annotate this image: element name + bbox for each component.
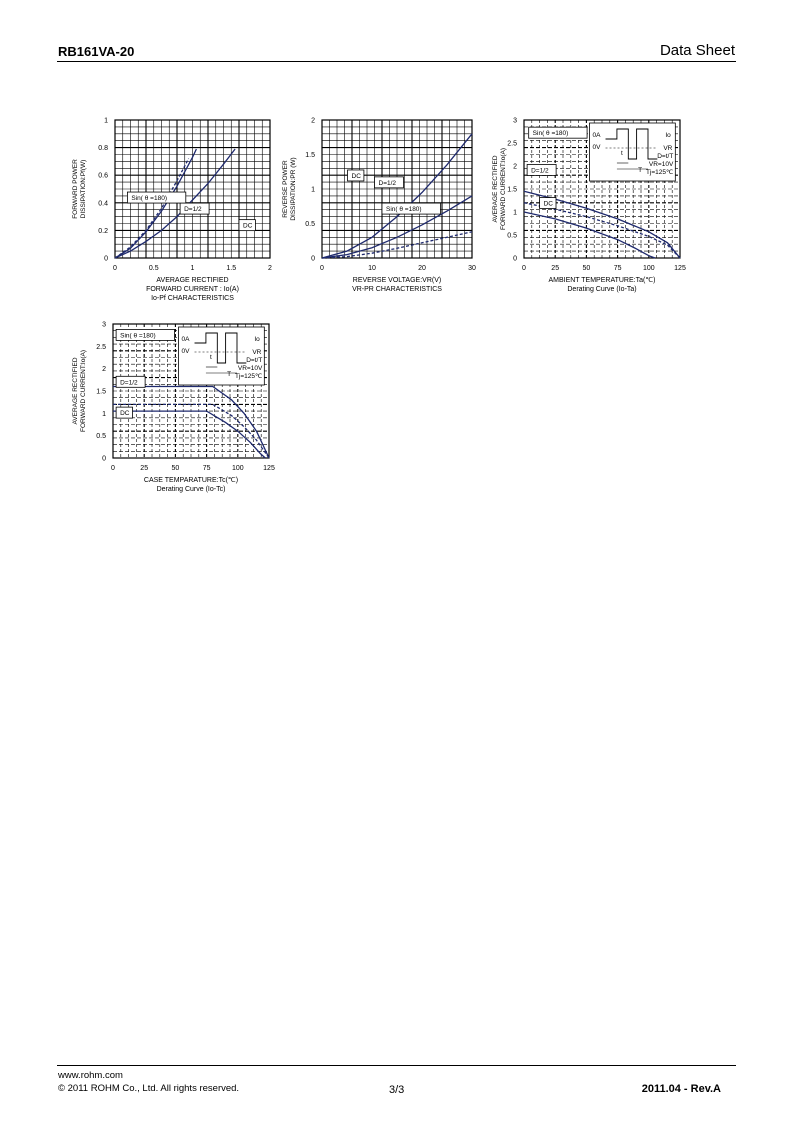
current-label: Io <box>665 132 671 139</box>
y-tick-label: 0.5 <box>96 433 106 441</box>
duty-half-label: D=1/2 <box>184 206 202 214</box>
sine-label-group <box>127 192 185 203</box>
y-tick-label: 2 <box>513 163 517 171</box>
tj-label: Tj=125℃ <box>234 373 263 380</box>
doc-type: Data Sheet <box>659 42 735 59</box>
y-axis-label: FORWARD CURRENT:Io(A) <box>500 148 507 230</box>
dc-label: DC <box>543 200 553 208</box>
y-tick-label: 3 <box>513 117 517 125</box>
x-tick-label: 10 <box>368 265 376 272</box>
x-tick-label: 75 <box>202 465 211 472</box>
sine-label: Sin( θ =180) <box>532 130 569 138</box>
sine-label-group <box>529 127 587 138</box>
duty-half-label: D=1/2 <box>378 179 397 187</box>
x-tick-label: 50 <box>582 265 591 272</box>
x-tick-label: 25 <box>551 265 560 272</box>
duty-half-curve <box>115 159 189 258</box>
sine-label: Sin( θ =180) <box>131 195 167 203</box>
x-tick-label: 100 <box>231 465 244 472</box>
dc-label: Sin( θ =180) <box>386 206 422 214</box>
grid-lines <box>115 120 270 258</box>
y-tick-label: 0 <box>311 255 315 263</box>
dc-label: DC <box>243 222 253 230</box>
current-label: Io <box>254 336 260 343</box>
duty-label: D=t/T <box>657 153 674 160</box>
time-label: t <box>621 150 623 157</box>
dc-label: DC <box>120 410 130 418</box>
duty-half-label: D=1/2 <box>531 167 549 175</box>
zero-amp-label: 0A <box>592 132 601 139</box>
footer-url: www.rohm.com <box>58 1070 123 1081</box>
chart-title: Derating Curve (Io-Tc) <box>156 486 226 493</box>
dc-curve <box>113 387 269 459</box>
y-tick-label: 1.5 <box>305 152 315 159</box>
x-axis-label: REVERSE VOLTAGE:VR(V) <box>352 277 442 284</box>
y-tick-label: 1.5 <box>96 388 106 396</box>
waveform-inset <box>590 123 676 181</box>
io-tc-derating-chart <box>60 314 290 514</box>
y-tick-label: 2 <box>311 117 315 125</box>
y-tick-label: 0.8 <box>98 145 108 153</box>
y-tick-label: 1 <box>102 410 106 418</box>
page-number: 3/3 <box>389 1084 405 1096</box>
y-axis-label: FORWARD POWER <box>72 159 79 219</box>
revision: 2011.04 - Rev.A <box>641 1083 721 1095</box>
x-tick-label: 75 <box>613 265 622 272</box>
x-tick-label: 0 <box>113 265 117 272</box>
voltage-label: VR <box>663 145 673 152</box>
sine-label-group <box>116 329 174 340</box>
vr-label: VR=10V <box>648 161 674 168</box>
chart-title: Io-Pf CHARACTERISTICS <box>151 295 234 302</box>
sine-label: DC <box>351 172 361 180</box>
io-pf-chart <box>60 110 290 310</box>
duty-label: D=t/T <box>246 357 263 364</box>
period-label: T <box>638 167 643 174</box>
dc-curve <box>115 149 235 258</box>
io-ta-derating-chart <box>480 110 710 310</box>
time-label: t <box>210 354 212 361</box>
x-tick-label: 30 <box>468 265 476 272</box>
x-tick-label: 0 <box>522 265 526 272</box>
y-tick-label: 0.5 <box>507 232 517 240</box>
y-tick-label: 0 <box>102 455 106 463</box>
y-tick-label: 1.5 <box>507 186 517 194</box>
y-tick-label: 0.5 <box>305 221 315 228</box>
zero-volt-label: 0V <box>592 144 601 151</box>
waveform-inset <box>179 327 265 385</box>
y-tick-label: 1 <box>104 117 108 125</box>
y-tick-label: 3 <box>102 321 106 329</box>
footer-copyright: © 2011 ROHM Co., Ltd. All rights reserved. <box>58 1083 240 1094</box>
x-axis-label: AMBIENT TEMPERATURE:Ta(℃) <box>548 277 656 284</box>
vr-pr-chart <box>270 110 500 310</box>
footer-rule <box>57 1065 736 1066</box>
zero-volt-label: 0V <box>181 348 190 355</box>
x-tick-label: 0.5 <box>148 265 159 272</box>
y-axis-label: AVERAGE RECTIFIED <box>72 357 79 425</box>
sine-label-group <box>348 170 364 181</box>
x-tick-label: 0 <box>320 265 324 272</box>
x-tick-label: 0 <box>111 465 115 472</box>
y-tick-label: 0.2 <box>98 227 108 235</box>
y-tick-label: 0.6 <box>98 172 108 180</box>
y-axis-label: AVERAGE RECTIFIED <box>492 155 499 223</box>
x-tick-label: 1 <box>190 265 195 272</box>
period-label: T <box>227 371 232 378</box>
duty-half-label-group <box>375 177 404 188</box>
y-axis-label: DISSIPATION:Pf(W) <box>80 159 87 219</box>
dc-label-group <box>116 407 132 418</box>
x-tick-label: 25 <box>140 465 149 472</box>
y-tick-label: 2.5 <box>507 140 517 148</box>
duty-half-label-group <box>180 203 209 214</box>
chart-title: Derating Curve (Io-Ta) <box>567 286 637 293</box>
zero-amp-label: 0A <box>181 336 190 343</box>
x-tick-label: 125 <box>674 265 686 272</box>
dc-label-group <box>382 203 440 214</box>
vr-label: VR=10V <box>237 365 263 372</box>
sine-label: Sin( θ =180) <box>120 332 156 340</box>
y-axis-label: REVERSE POWER <box>282 160 289 218</box>
voltage-label: VR <box>252 349 262 356</box>
x-tick-label: 1.5 <box>226 265 237 272</box>
y-tick-label: 2 <box>102 366 106 374</box>
x-tick-label: 125 <box>263 465 275 472</box>
header-rule <box>57 61 736 62</box>
y-tick-label: 2.5 <box>96 343 106 351</box>
x-axis-label: CASE TEMPARATURE:Tc(℃) <box>143 477 239 484</box>
dc-label-group <box>239 220 255 231</box>
y-tick-label: 0 <box>513 255 517 263</box>
y-tick-label: 0.4 <box>98 200 108 208</box>
tj-label: Tj=125℃ <box>645 169 674 176</box>
sine-curve <box>113 411 265 458</box>
y-tick-label: 1 <box>311 186 315 194</box>
chart-title: VR-PR CHARACTERISTICS <box>352 286 442 293</box>
x-tick-label: 2 <box>268 265 272 272</box>
x-axis-label: FORWARD CURRENT : Io(A) <box>146 286 239 293</box>
x-tick-label: 50 <box>171 465 180 472</box>
duty-half-label-group <box>527 164 556 175</box>
x-axis-label: AVERAGE RECTIFIED <box>156 277 229 284</box>
y-tick-label: 1 <box>513 209 517 217</box>
x-tick-label: 100 <box>642 265 655 272</box>
y-axis-label: FORWARD CURRENT:Io(A) <box>80 350 87 432</box>
duty-half-label-group <box>116 376 145 387</box>
part-number: RB161VA-20 <box>58 44 135 59</box>
y-tick-label: 0 <box>104 255 108 263</box>
duty-half-label: D=1/2 <box>120 379 138 387</box>
x-tick-label: 20 <box>418 265 426 272</box>
dc-label-group <box>540 198 556 209</box>
y-axis-label: DISSIPATION:PR (W) <box>290 157 297 221</box>
